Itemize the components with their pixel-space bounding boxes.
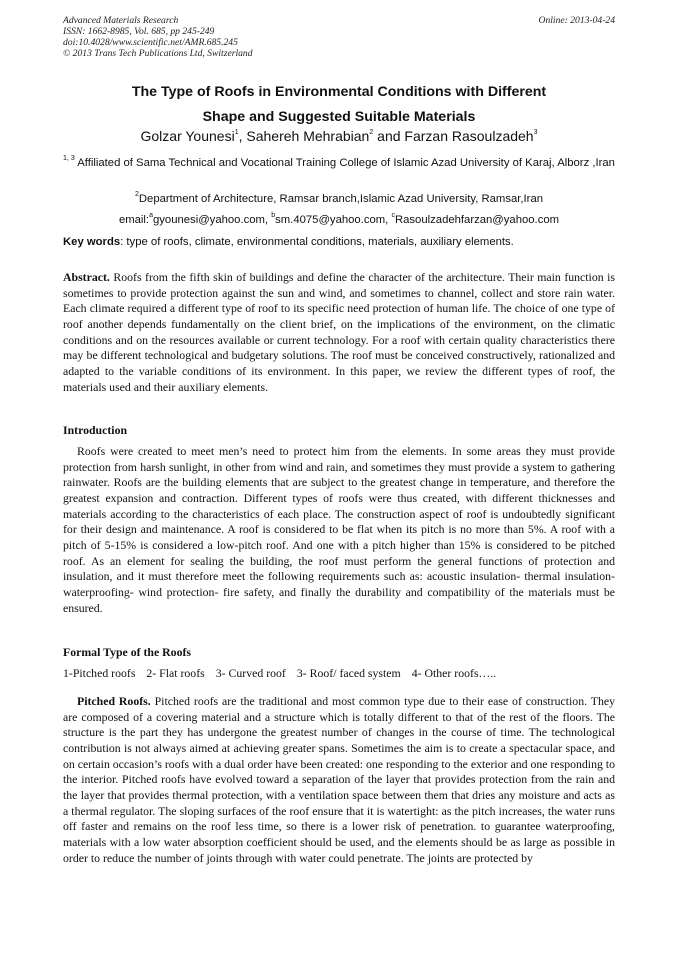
journal-name: Advanced Materials Research	[63, 15, 179, 26]
keywords-label: Key words	[63, 236, 121, 248]
introduction-text: Roofs were created to meet men’s need to protect him from the elements. In some areas they must provide protection from harsh sunlight, in other from wind and rain, and sometimes they must provide a system to gathering rainwater. Roofs are the building elements that are subject to the greatest change in temperature, and therefore the greatest expansion and contraction. Different types of roofs were thus created, with different thicknesses and materials according to the characteristics of each place. The construction aspect of roof is undoubtedly significant for their design and maintenance. A roof is considered to be flat when its pitch is no more than 5%. A roof with a pitch of 5-15% is considered a low-pitch roof. And one with a pitch higher than 15% is considered to be pitched roof. As an element for sealing the building, the roof must perform the general functions of protection and insulation, and it must therefore meet the following requirements such as: acoustic insulation- thermal insulation- waterproofing- wind protection- fire safety, and finally the durability and compatibility of the materials must be ensured.	[63, 444, 615, 615]
affiliation-2	[63, 192, 615, 207]
roof-type-item: 1-Pitched roofs	[63, 666, 136, 680]
copyright-line: © 2013 Trans Tech Publications Ltd, Switzerland	[63, 48, 253, 59]
email-line	[63, 213, 615, 228]
author-1: Golzar Younesi	[140, 128, 235, 144]
author-2-mark: 2	[369, 129, 374, 137]
email-a-mark: a	[149, 212, 153, 220]
title-line-1: The Type of Roofs in Environmental Conditions with Different	[131, 84, 547, 100]
email-b[interactable]: sm.4075@yahoo.com,	[275, 214, 392, 226]
affiliation-2-text: Department of Architecture, Ramsar branch,Islamic Azad University, Ramsar,Iran	[138, 193, 544, 205]
email-b-mark: b	[271, 212, 276, 220]
author-sep-1: ,	[238, 128, 247, 144]
title-line-2: Shape and Suggested Suitable Materials	[202, 109, 476, 125]
introduction-body	[63, 444, 615, 616]
author-2: Sahereh Mehrabian	[246, 128, 370, 144]
affiliation-1-mark: 1, 3	[63, 155, 75, 163]
paper-title	[63, 80, 615, 130]
roof-type-item: 3- Roof/ faced system	[296, 666, 401, 680]
author-list	[63, 127, 615, 145]
roof-type-item: 3- Curved roof	[215, 666, 286, 680]
affiliation-1-text: Affiliated of Sama Technical and Vocational Training College of Islamic Azad University of Karaj, Alborz ,Iran	[74, 157, 615, 169]
roof-type-item: 4- Other roofs…..	[411, 666, 497, 680]
introduction-heading	[63, 423, 615, 439]
roof-types-list	[63, 666, 615, 682]
email-c[interactable]: Rasoulzadehfarzan@yahoo.com	[394, 214, 560, 226]
online-date: Online: 2013-04-24	[538, 15, 615, 26]
keywords	[63, 235, 615, 250]
journal-header	[63, 15, 615, 59]
author-3: Farzan Rasoulzadeh	[404, 128, 534, 144]
email-a[interactable]: gyounesi@yahoo.com,	[152, 214, 272, 226]
affiliation-1	[63, 156, 615, 171]
email-c-mark: c	[391, 212, 395, 220]
doi-line: doi:10.4028/www.scientific.net/AMR.685.245	[63, 37, 238, 48]
introduction-heading-text: Introduction	[63, 423, 128, 437]
author-3-mark: 3	[533, 129, 538, 137]
keywords-text: : type of roofs, climate, environmental conditions, materials, auxiliary elements.	[120, 236, 514, 248]
pitched-roofs-section	[63, 694, 615, 866]
affiliation-2-mark: 2	[134, 191, 139, 199]
pitched-roofs-label: Pitched Roofs.	[77, 694, 151, 708]
abstract-label: Abstract.	[63, 270, 110, 284]
formal-types-heading	[63, 645, 615, 661]
pitched-roofs-text: Pitched roofs are the traditional and most common type due to their ease of construction. They are composed of a covering material and a structure which is totally different to that of the rest of the floors. The structure is the part they has undergone the greatest number of changes in the course of time. The technological contribution is not always aimed at achieving greater spans. Sometimes the aim is to create a spectacular space, and on certain occasion’s roofs with a dual order have been created: one responding to the exterior and one responding to the interior. Pitched roofs have evolved toward a separation of the layer that provides protection from the rain and the layer that provides thermal protection, with a ventilation space between them that dries any moisture and acts as a thermal regulator. The sloping surfaces of the roof ensure that it is watertight: as the pitch increases, the water runs off faster and remains on the roof less time, so there is a lower risk of penetration. to guarantee waterproofing, materials with a low water absorption coefficient should be used, and the elements should be as large as possible in order to reduce the number of joints through with water could penetrate. The joints are protected by	[63, 694, 615, 865]
formal-types-heading-text: Formal Type of the Roofs	[63, 645, 192, 659]
abstract	[63, 270, 615, 395]
roof-type-item: 2- Flat roofs	[146, 666, 205, 680]
email-label: email:	[118, 214, 150, 226]
author-1-mark: 1	[234, 129, 239, 137]
issn-line: ISSN: 1662-8985, Vol. 685, pp 245-249	[63, 26, 215, 37]
author-sep-2: and	[373, 128, 405, 144]
abstract-text: Roofs from the fifth skin of buildings and define the character of the architecture. Their main function is sometimes to provide protection against the sun and wind, and sometimes to channel, collect and store rain water. Each climate required a different type of roof to its specific need protection of human life. The choice of one type of roof another depends fundamentally on the client brief, on the implications of the environment, on the climatic conditions and on the resources available or current technology. For a roof with certain quality characteristics there may be different technological and budgetary solutions. The roof must be conceived constructively, rationalized and adapted to the variable conditions of its environment. In this paper, we review the different types of roof, the materials used and their auxiliary elements.	[63, 270, 615, 394]
